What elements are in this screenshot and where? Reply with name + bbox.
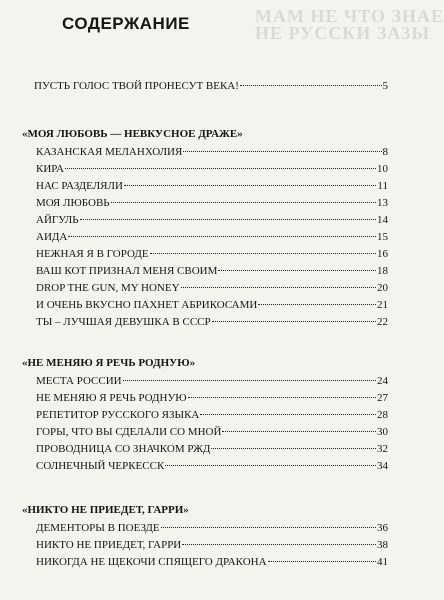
entry-title: НЕЖНАЯ Я В ГОРОДЕ bbox=[36, 248, 149, 260]
entry-page: 8 bbox=[382, 146, 388, 158]
entry-page: 34 bbox=[377, 460, 388, 472]
entry-page: 21 bbox=[377, 299, 388, 311]
entry-title: РЕПЕТИТОР РУССКОГО ЯЗЫКА bbox=[36, 409, 200, 421]
entry-page: 27 bbox=[377, 392, 388, 404]
section-title: «НИКТО НЕ ПРИЕДЕТ, ГАРРИ» bbox=[22, 504, 189, 516]
toc-entry[interactable] bbox=[36, 460, 388, 476]
page-title: СОДЕРЖАНИЕ bbox=[62, 14, 190, 33]
entry-page: 24 bbox=[377, 375, 388, 387]
dot-leader bbox=[183, 151, 381, 152]
dot-leader bbox=[124, 185, 376, 186]
dot-leader bbox=[188, 397, 376, 398]
entry-title: КИРА bbox=[36, 163, 64, 175]
dot-leader bbox=[211, 448, 376, 449]
dot-leader bbox=[150, 253, 376, 254]
dot-leader bbox=[111, 202, 376, 203]
dot-leader bbox=[161, 527, 376, 528]
entry-page: 18 bbox=[377, 265, 388, 277]
toc-entry[interactable] bbox=[36, 556, 388, 572]
entry-page: 5 bbox=[382, 80, 388, 92]
toc-entry[interactable] bbox=[36, 522, 388, 538]
toc-entry[interactable] bbox=[36, 316, 388, 332]
entry-title: КАЗАНСКАЯ МЕЛАНХОЛИЯ bbox=[36, 146, 183, 158]
dot-leader bbox=[218, 270, 376, 271]
entry-page: 13 bbox=[377, 197, 388, 209]
entry-title: ПРОВОДНИЦА СО ЗНАЧКОМ РЖД bbox=[36, 443, 211, 455]
toc-entry[interactable] bbox=[36, 443, 388, 459]
entry-title: И ОЧЕНЬ ВКУСНО ПАХНЕТ АБРИКОСАМИ bbox=[36, 299, 258, 311]
dot-leader bbox=[65, 168, 376, 169]
entry-page: 36 bbox=[377, 522, 388, 534]
entry-title: МЕСТА РОССИИ bbox=[36, 375, 122, 387]
entry-title: НИКТО НЕ ПРИЕДЕТ, ГАРРИ bbox=[36, 539, 182, 551]
toc-entry[interactable] bbox=[36, 299, 388, 315]
entry-page: 16 bbox=[377, 248, 388, 260]
toc-entry[interactable] bbox=[36, 409, 388, 425]
toc-entry[interactable] bbox=[36, 392, 388, 408]
toc-entry-intro[interactable] bbox=[34, 80, 388, 96]
entry-title: АИДА bbox=[36, 231, 68, 243]
entry-title: ТЫ – ЛУЧШАЯ ДЕВУШКА В СССР bbox=[36, 316, 211, 328]
dot-leader bbox=[123, 380, 376, 381]
dot-leader bbox=[212, 321, 376, 322]
toc-entry[interactable] bbox=[36, 197, 388, 213]
bleed-through-text: МАМ НЕ ЧТО ЗНАЕ НЕ РУССКИ ЗАЗЫ bbox=[255, 6, 444, 43]
dot-leader bbox=[222, 431, 376, 432]
toc-entry[interactable] bbox=[36, 265, 388, 281]
toc-entry[interactable] bbox=[36, 163, 388, 179]
dot-leader bbox=[258, 304, 376, 305]
entry-title: СОЛНЕЧНЫЙ ЧЕРКЕССК bbox=[36, 460, 165, 472]
entry-page: 14 bbox=[377, 214, 388, 226]
dot-leader bbox=[165, 465, 376, 466]
entry-title: ДЕМЕНТОРЫ В ПОЕЗДЕ bbox=[36, 522, 160, 534]
entry-page: 28 bbox=[377, 409, 388, 421]
toc-entry[interactable] bbox=[36, 375, 388, 391]
entry-page: 32 bbox=[377, 443, 388, 455]
dot-leader bbox=[240, 85, 382, 86]
entry-title: ГОРЫ, ЧТО ВЫ СДЕЛАЛИ СО МНОЙ bbox=[36, 426, 222, 438]
entry-page: 11 bbox=[377, 180, 388, 192]
entry-title: МОЯ ЛЮБОВЬ bbox=[36, 197, 110, 209]
entry-title: НАС РАЗДЕЛЯЛИ bbox=[36, 180, 123, 192]
toc-entry[interactable] bbox=[36, 146, 388, 162]
toc-entry[interactable] bbox=[36, 180, 388, 196]
entry-page: 10 bbox=[377, 163, 388, 175]
entry-page: 15 bbox=[377, 231, 388, 243]
dot-leader bbox=[80, 219, 376, 220]
toc-entry[interactable] bbox=[36, 248, 388, 264]
entry-page: 30 bbox=[377, 426, 388, 438]
toc-entry[interactable] bbox=[36, 282, 388, 298]
toc-entry[interactable] bbox=[36, 539, 388, 555]
entry-page: 22 bbox=[377, 316, 388, 328]
entry-title: НЕ МЕНЯЮ Я РЕЧЬ РОДНУЮ bbox=[36, 392, 187, 404]
entry-page: 20 bbox=[377, 282, 388, 294]
entry-title: DROP THE GUN, MY HONEY bbox=[36, 282, 180, 294]
entry-title: ПУСТЬ ГОЛОС ТВОЙ ПРОНЕСУТ ВЕКА! bbox=[34, 80, 239, 92]
entry-title: ВАШ КОТ ПРИЗНАЛ МЕНЯ СВОИМ bbox=[36, 265, 218, 277]
section-title: «НЕ МЕНЯЮ Я РЕЧЬ РОДНУЮ» bbox=[22, 357, 196, 369]
entry-title: НИКОГДА НЕ ЩЕКОЧИ СПЯЩЕГО ДРАКОНА bbox=[36, 556, 267, 568]
section-title: «МОЯ ЛЮБОВЬ — НЕВКУСНОЕ ДРАЖЕ» bbox=[22, 128, 243, 140]
dot-leader bbox=[268, 561, 376, 562]
toc-entry[interactable] bbox=[36, 214, 388, 230]
entry-title: АЙГУЛЬ bbox=[36, 214, 79, 226]
toc-entry[interactable] bbox=[36, 426, 388, 442]
entry-page: 38 bbox=[377, 539, 388, 551]
dot-leader bbox=[200, 414, 376, 415]
dot-leader bbox=[181, 287, 376, 288]
dot-leader bbox=[68, 236, 376, 237]
dot-leader bbox=[182, 544, 376, 545]
toc-entry[interactable] bbox=[36, 231, 388, 247]
entry-page: 41 bbox=[377, 556, 388, 568]
